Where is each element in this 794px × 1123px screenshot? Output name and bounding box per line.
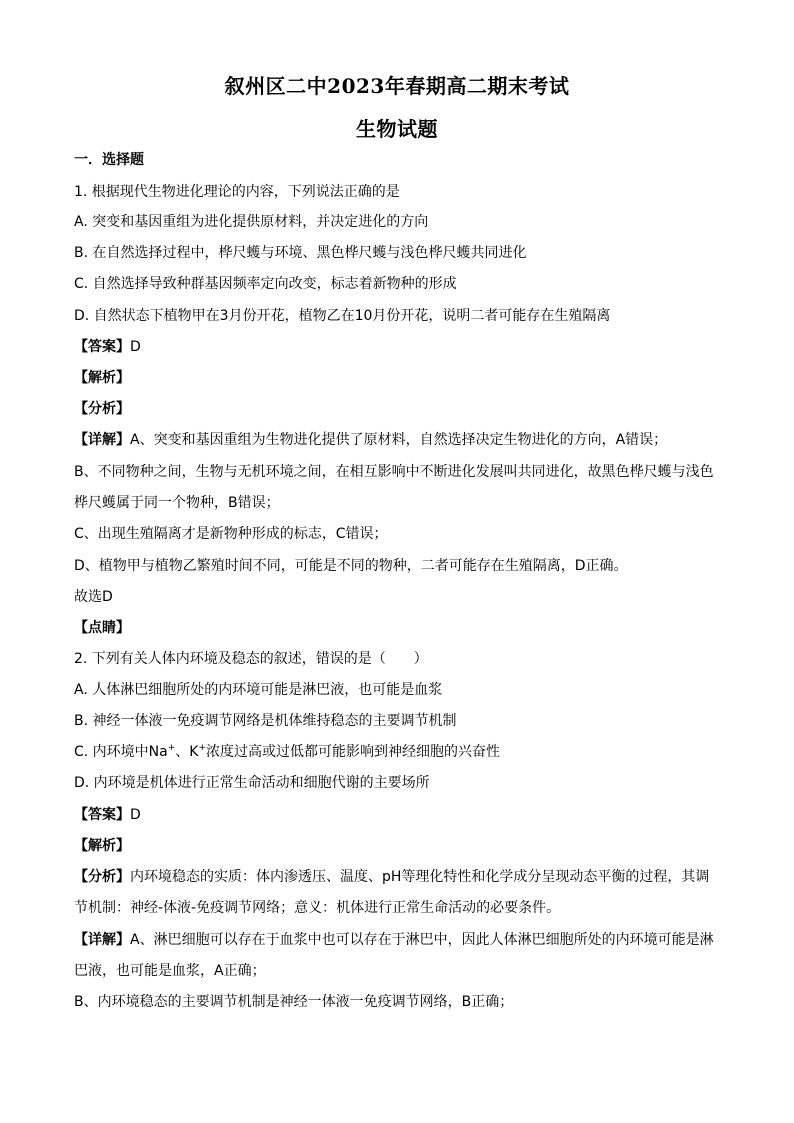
question-1-option-d: D. 自然状态下植物甲在3月份开花，植物乙在10月份开花，说明二者可能存在生殖隔离	[74, 308, 611, 324]
question-1-option-a: A. 突变和基因重组为进化提供原材料，并决定进化的方向	[74, 214, 429, 230]
question-1-detail-line: B、不同物种之间，生物与无机环境之间，在相互影响中不断进化发展叫共同进化，故黑色桦尺蠖与浅色	[74, 464, 714, 480]
question-2-analysis-tag: 【解析】	[74, 838, 130, 854]
superscript-plus: +	[167, 743, 176, 753]
superscript-plus: +	[198, 743, 207, 753]
detail-tag: 【详解】	[74, 932, 130, 948]
fenxi-text: 内环境稳态的实质：体内渗透压、温度、pH等理化特性和化学成分呈现动态平衡的过程，其调	[130, 869, 710, 885]
question-1-option-b: B. 在自然选择过程中，桦尺蠖与环境、黑色桦尺蠖与浅色桦尺蠖共同进化	[74, 245, 527, 261]
answer-value: D	[130, 339, 141, 355]
document-subtitle: 生物试题	[356, 117, 438, 141]
detail-text: A、淋巴细胞可以存在于血浆中也可以存在于淋巴中，因此人体淋巴细胞所处的内环境可能是淋	[130, 932, 714, 948]
question-1-fenxi-tag: 【分析】	[74, 401, 130, 417]
answer-value: D	[130, 807, 141, 823]
question-2-detail-line	[74, 930, 724, 950]
question-2-option-d: D. 内环境是机体进行正常生命活动和细胞代谢的主要场所	[74, 775, 430, 791]
question-1-answer	[74, 337, 724, 357]
question-1-comment-tag: 【点睛】	[74, 620, 130, 636]
question-2-option-c	[74, 742, 724, 764]
question-2-answer	[74, 805, 724, 825]
question-1-option-c: C. 自然选择导致种群基因频率定向改变，标志着新物种的形成	[74, 276, 457, 292]
question-1-stem: 1. 根据现代生物进化理论的内容，下列说法正确的是	[74, 184, 400, 200]
question-2-option-b: B. 神经一体液一免疫调节网络是机体维持稳态的主要调节机制	[74, 713, 457, 729]
section-heading: 一．选择题	[74, 152, 144, 168]
option-c-prefix: C. 内环境中Na	[74, 744, 168, 760]
document-title: 叙州区二中2023年春期高二期末考试	[224, 74, 570, 98]
fenxi-tag: 【分析】	[74, 869, 130, 885]
question-2-fenxi-line	[74, 867, 724, 887]
answer-tag: 【答案】	[74, 339, 130, 355]
question-1-detail-line	[74, 430, 724, 450]
question-1-analysis-tag: 【解析】	[74, 370, 130, 386]
question-2-option-a: A. 人体淋巴细胞所处的内环境可能是淋巴液，也可能是血浆	[74, 682, 443, 698]
question-1-conclusion: 故选D	[74, 589, 113, 605]
question-1-detail-line: 桦尺蠖属于同一个物种，B错误；	[74, 495, 280, 511]
answer-tag: 【答案】	[74, 807, 130, 823]
question-2-detail-line: 巴液，也可能是血浆，A正确；	[74, 963, 266, 979]
detail-text: A、突变和基因重组为生物进化提供了原材料，自然选择决定生物进化的方向，A错误；	[130, 432, 668, 448]
question-2-stem: 2. 下列有关人体内环境及稳态的叙述，错误的是（ ）	[74, 651, 428, 667]
question-1-detail-line: C、出现生殖隔离才是新物种形成的标志，C错误；	[74, 526, 388, 542]
question-1-detail-line: D、植物甲与植物乙繁殖时间不同，可能是不同的物种，二者可能存在生殖隔离，D正确。	[74, 558, 628, 574]
detail-tag: 【详解】	[74, 432, 130, 448]
question-2-detail-line: B、内环境稳态的主要调节机制是神经一体液一免疫调节网络，B正确；	[74, 994, 514, 1010]
option-c-mid: 、K	[175, 744, 199, 760]
question-2-fenxi-line: 节机制：神经-体液-免疫调节网络；意义：机体进行正常生命活动的必要条件。	[74, 900, 561, 916]
option-c-suffix: 浓度过高或过低都可能影响到神经细胞的兴奋性	[206, 744, 501, 760]
